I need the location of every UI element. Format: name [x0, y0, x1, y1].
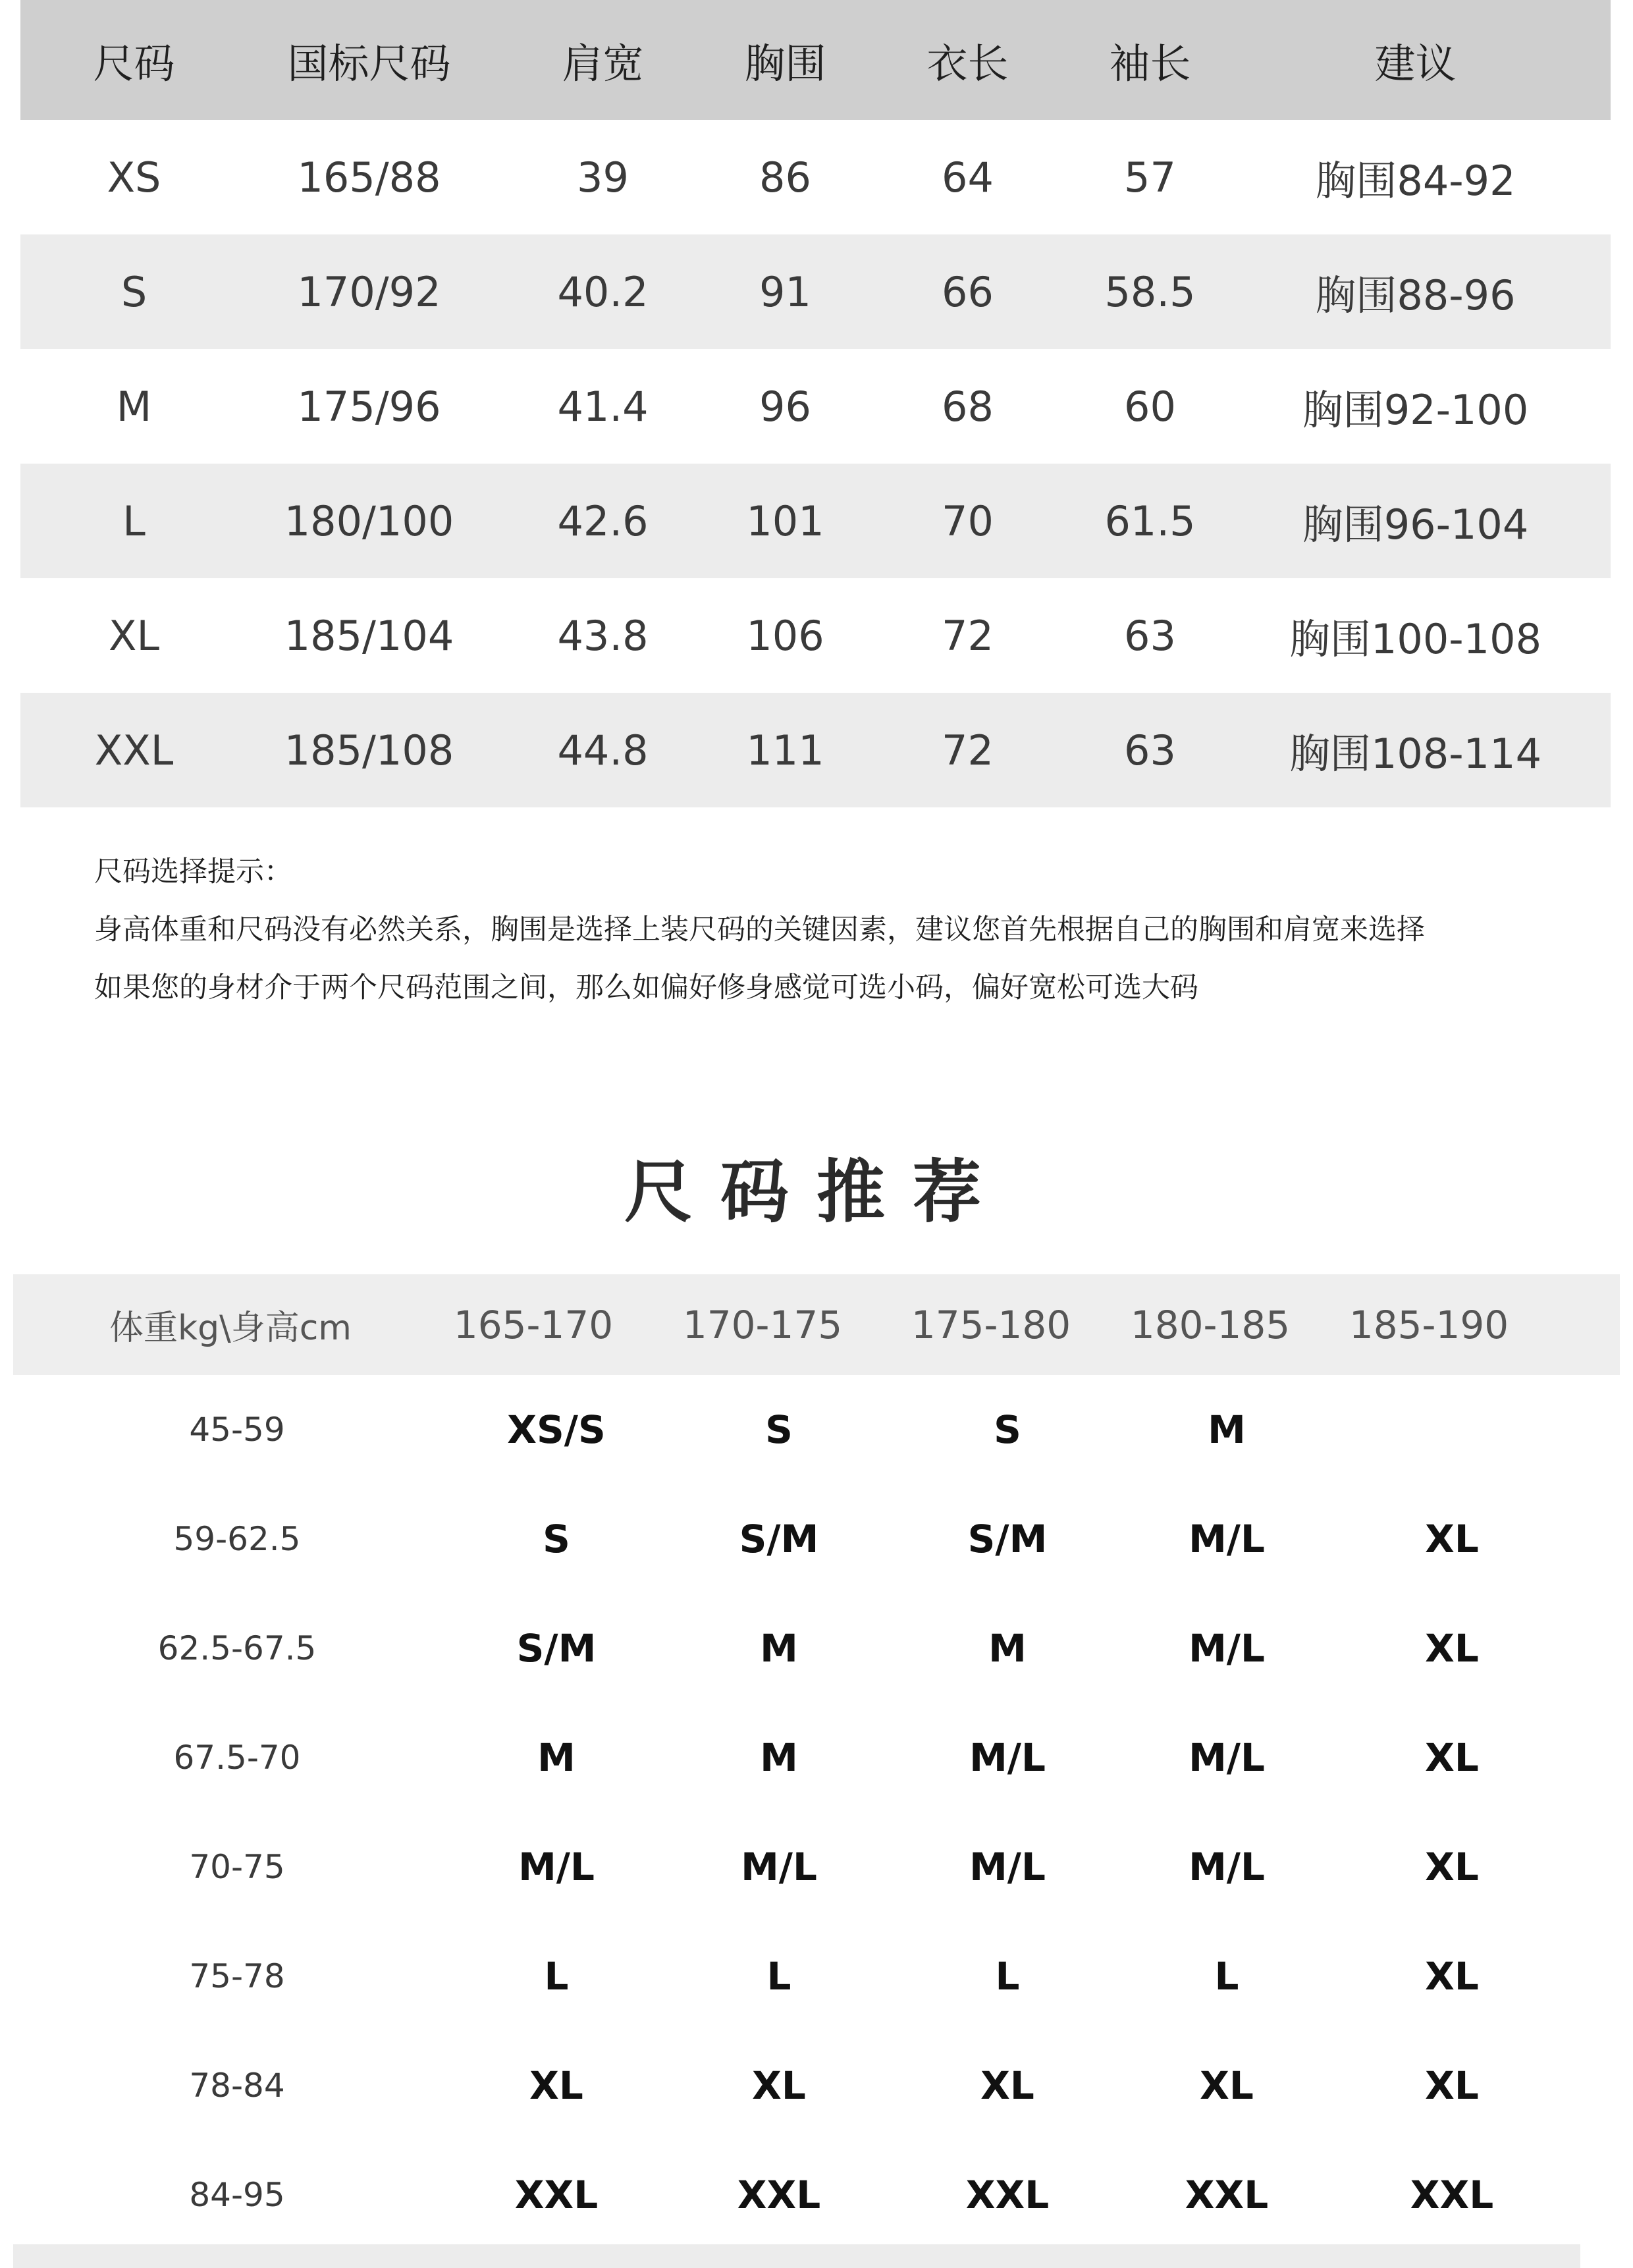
recommended-size: L	[766, 1954, 791, 1999]
size-recommend-table	[13, 1274, 1620, 2250]
recommended-size: M	[988, 1626, 1027, 1671]
cell-chest: 101	[746, 497, 824, 545]
recommended-size: XL	[1425, 1626, 1479, 1671]
tips-heading: 尺码选择提示：	[94, 855, 292, 888]
recommended-size: L	[1214, 1954, 1239, 1999]
recommended-size: XL	[752, 2063, 806, 2108]
header-shoulder: 肩宽	[562, 39, 644, 88]
recommended-size: XXL	[1185, 2173, 1269, 2217]
size-row-xl	[20, 578, 1611, 693]
size-row-xs	[20, 120, 1611, 234]
cell-size: S	[120, 267, 147, 316]
weight-range: 62.5-67.5	[157, 1629, 317, 1667]
recommended-size: XL	[1425, 2063, 1479, 2108]
weight-range: 70-75	[189, 1848, 285, 1886]
cell-length: 72	[942, 726, 994, 774]
recommend-row	[13, 1594, 1620, 1703]
recommended-size: M/L	[969, 1735, 1046, 1780]
recommend-header	[13, 1274, 1620, 1375]
recommended-size: XL	[1425, 1517, 1479, 1561]
cell-sleeve: 57	[1124, 153, 1176, 202]
cell-length: 68	[942, 382, 994, 431]
recommended-size: M	[1208, 1407, 1246, 1452]
cell-advice: 胸围88-96	[1315, 271, 1516, 319]
cell-length: 66	[942, 267, 994, 316]
height-165-170: 165-170	[453, 1302, 614, 1347]
cell-advice: 胸围92-100	[1302, 385, 1529, 434]
cell-length: 72	[942, 611, 994, 660]
height-175-180: 175-180	[911, 1302, 1071, 1347]
cell-shoulder: 41.4	[557, 382, 649, 431]
recommended-size: M	[760, 1626, 798, 1671]
cell-length: 64	[942, 153, 994, 202]
tips-line-1: 身高体重和尺码没有必然关系，胸围是选择上装尺码的关键因素，建议您首先根据自己的胸围和肩宽来选择	[94, 913, 1425, 946]
recommended-size: S/M	[516, 1626, 597, 1671]
header-national-size: 国标尺码	[287, 39, 451, 88]
recommended-size: XL	[980, 2063, 1034, 2108]
size-row-l	[20, 464, 1611, 578]
cell-advice: 胸围108-114	[1289, 729, 1542, 778]
size-row-xxl	[20, 693, 1611, 807]
recommend-row	[13, 1812, 1620, 1922]
cell-chest: 106	[746, 611, 824, 660]
cell-shoulder: 42.6	[557, 497, 649, 545]
cell-length: 70	[942, 497, 994, 545]
recommended-size: S/M	[967, 1517, 1048, 1561]
bottom-divider	[13, 2244, 1580, 2268]
cell-national-size: 175/96	[297, 382, 441, 431]
cell-advice: 胸围100-108	[1289, 614, 1542, 663]
corner-label: 体重kg\身高cm	[109, 1309, 352, 1348]
recommended-size: XL	[1200, 2063, 1254, 2108]
cell-advice: 胸围96-104	[1302, 500, 1529, 549]
recommended-size: XL	[529, 2063, 583, 2108]
cell-shoulder: 43.8	[557, 611, 649, 660]
weight-range: 45-59	[189, 1411, 285, 1449]
cell-advice: 胸围84-92	[1315, 156, 1516, 205]
recommend-row	[13, 2140, 1620, 2250]
header-size: 尺码	[93, 39, 175, 88]
tips-line-2: 如果您的身材介于两个尺码范围之间，那么如偏好修身感觉可选小码，偏好宽松可选大码	[94, 971, 1198, 1004]
recommended-size: XL	[1425, 1735, 1479, 1780]
cell-shoulder: 44.8	[557, 726, 649, 774]
height-170-175: 170-175	[682, 1302, 843, 1347]
cell-national-size: 185/108	[284, 726, 454, 774]
cell-sleeve: 60	[1124, 382, 1176, 431]
header-advice: 建议	[1374, 39, 1457, 88]
cell-size: L	[122, 497, 146, 545]
recommended-size: M/L	[518, 1845, 595, 1889]
cell-national-size: 170/92	[297, 267, 441, 316]
header-length: 衣长	[926, 39, 1009, 88]
recommended-size: S	[994, 1407, 1021, 1452]
cell-chest: 86	[759, 153, 811, 202]
size-row-m	[20, 349, 1611, 464]
recommended-size: XL	[1425, 1845, 1479, 1889]
cell-national-size: 185/104	[284, 611, 454, 660]
recommended-size: L	[544, 1954, 569, 1999]
weight-range: 75-78	[189, 1957, 285, 1995]
recommended-size: S	[765, 1407, 793, 1452]
recommend-row	[13, 2031, 1620, 2140]
recommended-size: M/L	[741, 1845, 817, 1889]
recommended-size: XXL	[965, 2173, 1050, 2217]
cell-sleeve: 58.5	[1104, 267, 1196, 316]
height-185-190: 185-190	[1349, 1302, 1509, 1347]
recommend-row	[13, 1375, 1620, 1484]
cell-size: XS	[107, 153, 161, 202]
cell-shoulder: 40.2	[557, 267, 649, 316]
weight-range: 59-62.5	[173, 1520, 301, 1558]
recommended-size: M/L	[1189, 1735, 1265, 1780]
header-chest: 胸围	[744, 39, 826, 88]
cell-size: XXL	[94, 726, 174, 774]
cell-national-size: 180/100	[284, 497, 454, 545]
recommended-size: M/L	[1189, 1845, 1265, 1889]
recommended-size: S	[543, 1517, 570, 1561]
recommended-size: M/L	[1189, 1517, 1265, 1561]
cell-shoulder: 39	[577, 153, 629, 202]
recommended-size: M/L	[1189, 1626, 1265, 1671]
cell-chest: 111	[746, 726, 824, 774]
recommended-size: M	[760, 1735, 798, 1780]
recommend-row	[13, 1703, 1620, 1812]
cell-sleeve: 63	[1124, 726, 1176, 774]
header-sleeve: 袖长	[1109, 39, 1191, 88]
weight-range: 78-84	[189, 2066, 285, 2105]
cell-sleeve: 63	[1124, 611, 1176, 660]
weight-range: 67.5-70	[173, 1739, 301, 1777]
cell-size: XL	[108, 611, 159, 660]
cell-national-size: 165/88	[297, 153, 441, 202]
cell-chest: 91	[759, 267, 811, 316]
recommended-size	[1366, 1375, 1538, 1484]
recommended-size: L	[995, 1954, 1020, 1999]
recommended-size: M/L	[969, 1845, 1046, 1889]
cell-chest: 96	[759, 382, 811, 431]
weight-range: 84-95	[189, 2176, 285, 2214]
recommended-size: XXL	[514, 2173, 599, 2217]
recommend-title: 尺码推荐	[624, 1152, 1009, 1232]
size-chart-table	[20, 0, 1611, 807]
recommend-row	[13, 1484, 1620, 1594]
cell-sleeve: 61.5	[1104, 497, 1196, 545]
recommended-size: XS/S	[507, 1407, 606, 1452]
recommended-size: M	[537, 1735, 576, 1780]
size-chart-header	[20, 0, 1611, 120]
size-row-s	[20, 234, 1611, 349]
recommended-size: XL	[1425, 1954, 1479, 1999]
recommended-size: XXL	[737, 2173, 821, 2217]
recommended-size: XXL	[1410, 2173, 1494, 2217]
height-180-185: 180-185	[1130, 1302, 1291, 1347]
cell-size: M	[116, 382, 152, 431]
recommend-row	[13, 1922, 1620, 2031]
recommended-size: S/M	[739, 1517, 819, 1561]
